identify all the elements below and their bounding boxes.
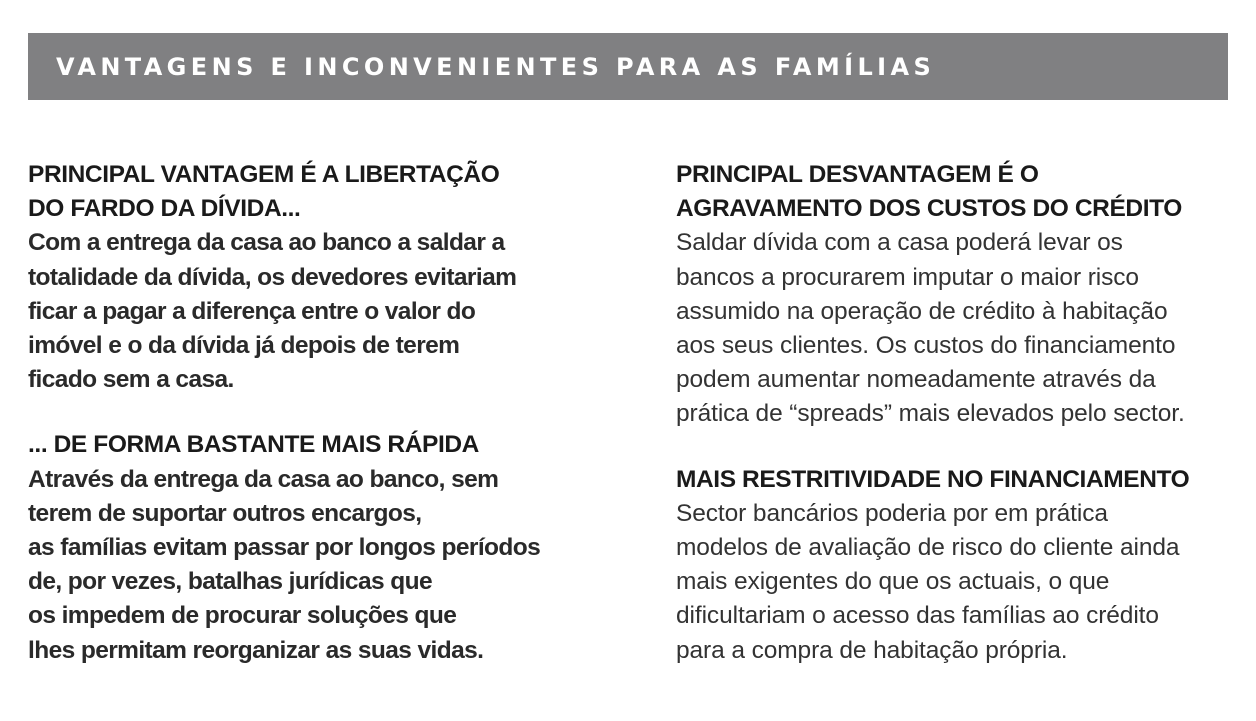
left-column [28, 158, 608, 668]
body-line: aos seus clientes. Os custos do financiamento [676, 332, 1176, 360]
body-line: bancos a procurarem imputar o maior risco [676, 263, 1139, 291]
heading-line: PRINCIPAL DESVANTAGEM É O [676, 161, 1039, 188]
body-line: Sector bancários poderia por em prática [676, 499, 1108, 527]
section-body [676, 226, 1256, 431]
body-line: imóvel e o da dívida já depois de terem [28, 332, 460, 360]
body-line: terem de suportar outros encargos, [28, 499, 422, 527]
heading-line: DO FARDO DA DÍVIDA... [28, 195, 301, 223]
body-line: mais exigentes do que os actuais, o que [676, 568, 1110, 596]
right-column [676, 158, 1256, 668]
body-line: Com a entrega da casa ao banco a saldar a [28, 229, 505, 257]
body-line: ficar a pagar a diferença entre o valor do [28, 297, 476, 325]
body-line: Saldar dívida com a casa poderá levar os [676, 229, 1123, 257]
heading-line: MAIS RESTRITIVIDADE NO FINANCIAMENTO [676, 465, 1190, 493]
section-restritividade [676, 463, 1256, 668]
body-line: os impedem de procurar soluções que [28, 602, 457, 630]
heading-line: PRINCIPAL VANTAGEM É A LIBERTAÇÃO [28, 161, 500, 188]
body-line: prática de “spreads” mais elevados pelo sector. [676, 400, 1185, 428]
section-body [28, 226, 608, 397]
body-line: dificultariam o acesso das famílias ao crédito [676, 602, 1159, 630]
section-body [28, 463, 608, 668]
section-heading [676, 463, 1256, 497]
body-line: lhes permitam reorganizar as suas vidas. [28, 636, 484, 664]
body-line: totalidade da dívida, os devedores evitariam [28, 263, 517, 291]
heading-line: AGRAVAMENTO DOS CUSTOS DO CRÉDITO [676, 195, 1182, 223]
body-line: ficado sem a casa. [28, 366, 234, 394]
title-banner [28, 33, 1228, 100]
section-forma-rapida [28, 428, 608, 667]
body-line: modelos de avaliação de risco do cliente ainda [676, 534, 1180, 562]
section-heading [28, 158, 608, 226]
banner-title: VANTAGENS E INCONVENIENTES PARA AS FAMÍLIAS [56, 52, 936, 81]
body-line: assumido na operação de crédito à habitação [676, 297, 1168, 325]
body-line: Através da entrega da casa ao banco, sem [28, 465, 499, 493]
section-body [676, 497, 1256, 668]
section-principal-desvantagem [676, 158, 1256, 432]
section-principal-vantagem [28, 158, 608, 397]
body-line: para a compra de habitação própria. [676, 636, 1068, 664]
section-heading [676, 158, 1256, 226]
body-line: de, por vezes, batalhas jurídicas que [28, 568, 432, 596]
section-heading [28, 428, 608, 462]
heading-line: ... DE FORMA BASTANTE MAIS RÁPIDA [28, 431, 479, 459]
body-line: podem aumentar nomeadamente através da [676, 366, 1156, 394]
body-line: as famílias evitam passar por longos períodos [28, 534, 541, 562]
